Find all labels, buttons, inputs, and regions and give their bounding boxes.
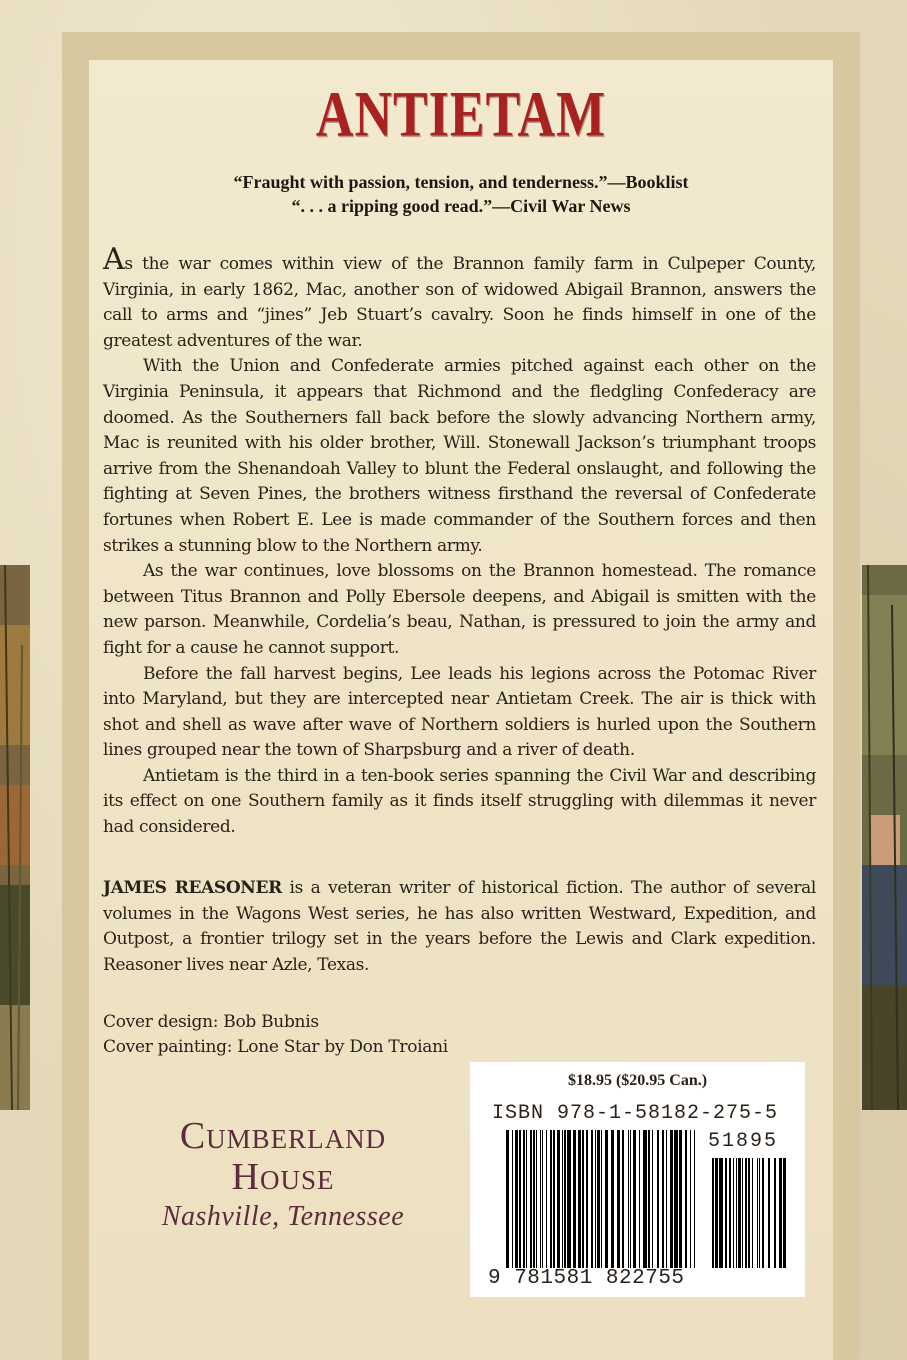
cover-painting-credit: Cover painting: Lone Star by Don Troiani [103, 1037, 448, 1057]
barcode-bar [779, 1158, 782, 1268]
synopsis [103, 242, 816, 841]
barcode-bar [662, 1130, 664, 1268]
barcode-bar [752, 1158, 753, 1268]
barcode-bar [536, 1130, 537, 1268]
barcode-bar [515, 1130, 518, 1268]
cover-design-credit: Cover design: Bob Bubnis [103, 1012, 319, 1032]
barcode-bar [622, 1130, 624, 1268]
barcode-bar [562, 1130, 563, 1268]
barcode-bar [674, 1130, 678, 1268]
author-bio [103, 876, 816, 978]
barcode-bar [774, 1158, 776, 1268]
barcode-bar [546, 1130, 547, 1268]
barcode-bar [757, 1158, 758, 1268]
barcode-bar [506, 1130, 509, 1268]
publisher-logo [118, 1115, 448, 1237]
barcode-bar [586, 1130, 588, 1268]
barcode-bar [719, 1158, 723, 1268]
barcode-bar [564, 1130, 566, 1268]
review-quote: “. . . a ripping good read.”—Civil War News [291, 196, 631, 216]
barcode-panel [470, 1062, 805, 1297]
synopsis-paragraph [103, 242, 816, 354]
barcode-bar [578, 1130, 581, 1268]
barcode-bar [601, 1130, 602, 1268]
barcode-bar [652, 1130, 653, 1268]
barcode-bar [694, 1130, 695, 1268]
barcode-bar [573, 1130, 576, 1268]
barcode-bar [768, 1158, 770, 1268]
barcode-bar [685, 1130, 687, 1268]
price-addon-digits: 51895 [708, 1130, 779, 1153]
publisher-name-line2: House [231, 1156, 335, 1198]
barcode-bar [542, 1130, 543, 1268]
barcode-bar [745, 1158, 747, 1268]
synopsis-paragraph: As the war continues, love blossoms on the Brannon homestead. The romance between Titus Brannon and Polly Ebersole deepens, and Abigail is smitten with the new parson. Meanwhile, Cordelia’s beau, Nathan, is pressured to join the army and fight for a cause he cannot support. [103, 561, 816, 658]
barcode-bar [595, 1130, 596, 1268]
ean-digits: 9 781581 822755 [488, 1267, 685, 1290]
barcode-bar [715, 1158, 718, 1268]
price-label: $18.95 ($20.95 Can.) [567, 1072, 708, 1089]
synopsis-paragraph: With the Union and Confederate armies pitched against each other on the Virginia Peninsula, it appears that Richmond and the fledgling Confederacy are doomed. As the Southerners fall back before the slowly advancing Northern army, Mac is reunited with his older brother, Will. Stonewall Jackson’s triumphant troops arrive from the Shenandoah Valley to blunt the Federal onslaught, and following the fighting at Seven Pines, the brothers witness firsthand the reversal of Confederate fortunes when Robert E. Lee is made commander of the Southern forces and then strikes a stunning blow to the Northern army. [103, 356, 816, 556]
barcode-bar [742, 1158, 743, 1268]
barcode-bar [657, 1130, 659, 1268]
barcode-bar [679, 1130, 682, 1268]
barcode-bar [725, 1158, 727, 1268]
barcode-bar [759, 1158, 760, 1268]
publisher-name-line1: Cumberland [179, 1115, 387, 1157]
author-bio-text: is a veteran writer of historical fiction. The author of several volumes in the Wagons West series, he has also written Westward, Expedition, and Outpost, a frontier trilogy set in the years before the Lewis and Clark expedition. Reasoner lives near Azle, Texas. [103, 878, 816, 975]
barcode-bar [729, 1158, 731, 1268]
barcode-bar [617, 1130, 620, 1268]
synopsis-paragraph: Antietam is the third in a ten-book series spanning the Civil War and describing its effect on one Southern family as it finds itself struggling with dilemmas it never had considered. [103, 765, 816, 838]
barcode-bar [643, 1130, 647, 1268]
publisher-location: Nashville, Tennessee [161, 1201, 405, 1232]
barcode-bar [526, 1130, 527, 1268]
barcode-bar [557, 1130, 560, 1268]
barcode-bar [540, 1130, 541, 1268]
barcode-bar [582, 1130, 584, 1268]
barcode-bar [550, 1130, 552, 1268]
author-name: JAMES REASONER [103, 878, 282, 898]
review-quote: “Fraught with passion, tension, and tenderness.”—Booklist [233, 172, 689, 192]
barcode-bar [567, 1130, 571, 1268]
barcode-bar [738, 1158, 741, 1268]
barcode-bar [611, 1130, 614, 1268]
barcode-bar [639, 1130, 640, 1268]
review-quotes [89, 170, 833, 218]
barcode-bar [666, 1130, 667, 1268]
barcode-bar [733, 1158, 734, 1268]
synopsis-paragraph: Before the fall harvest begins, Lee leads his legions across the Potomac River into Maryland, but they are intercepted near Antietam Creek. The air is thick with shot and shell as wave after wave of Northern soldiers is hurled upon the Southern lines grouped near the town of Sharpsburg and a river of death. [103, 663, 816, 761]
barcode-bar [633, 1130, 636, 1268]
drop-cap: A [103, 242, 125, 277]
barcode-bar [690, 1130, 691, 1268]
barcode-bar [605, 1130, 608, 1268]
barcode-bar [628, 1130, 629, 1268]
barcode-bar [591, 1130, 593, 1268]
barcode-bar [553, 1130, 555, 1268]
barcode-graphic [470, 1062, 805, 1297]
barcode-bar [512, 1130, 513, 1268]
barcode-bar [783, 1158, 786, 1268]
barcode-bar [648, 1130, 650, 1268]
cover-painting-right-edge [862, 565, 907, 1110]
synopsis-text: s the war comes within view of the Brannon family farm in Culpeper County, Virginia, in early 1862, Mac, another son of widowed Abigail Brannon, answers the call to arms and “jines” Jeb Stuart’s cavalry. Soon he finds himself in one of the greatest adventures of the war. [103, 254, 816, 351]
barcode-bar [597, 1130, 600, 1268]
barcode-bar [630, 1130, 631, 1268]
book-title: ANTIETAM [315, 79, 607, 151]
barcode-bar [533, 1130, 535, 1268]
barcode-bar [748, 1158, 750, 1268]
barcode-bar [523, 1130, 525, 1268]
barcode-bar [762, 1158, 764, 1268]
barcode-bar [712, 1158, 714, 1268]
isbn-label: ISBN 978-1-58182-275-5 [492, 1102, 779, 1125]
barcode-bar [519, 1130, 521, 1268]
barcode-bar [670, 1130, 673, 1268]
cover-painting-left-edge [0, 565, 30, 1110]
cover-credits [103, 1010, 503, 1060]
barcode-bar [530, 1130, 532, 1268]
barcode-bar [736, 1158, 737, 1268]
